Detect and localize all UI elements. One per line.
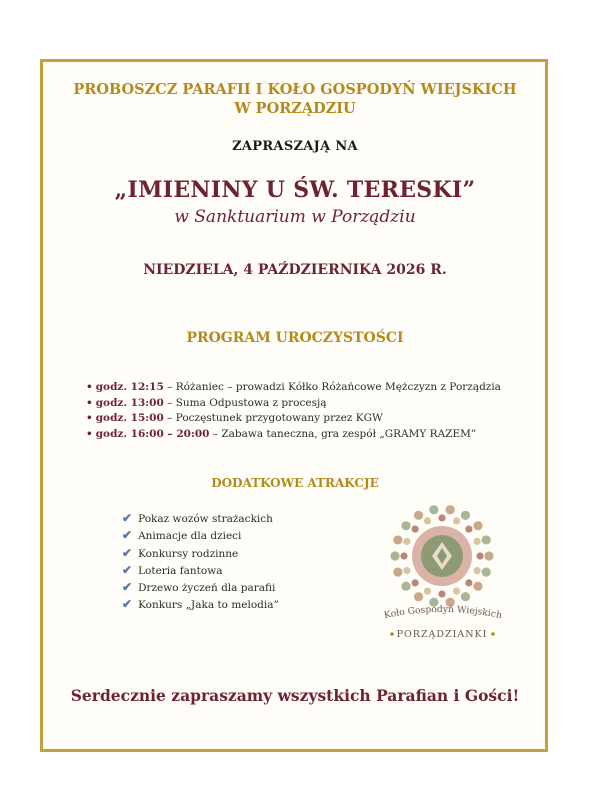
attractions-heading: DODATKOWE ATRAKCJE <box>211 476 379 490</box>
attraction-label: Pokaz wozów strażackich <box>138 513 273 525</box>
bullet-icon: • <box>86 427 93 440</box>
program-item <box>86 427 501 443</box>
logo-mandala-dot <box>438 514 445 521</box>
attraction-item <box>122 579 279 596</box>
logo-mandala-dot <box>414 592 423 601</box>
logo-mandala-dot <box>390 551 399 560</box>
program-item <box>86 411 501 427</box>
attraction-item <box>122 562 279 579</box>
logo-mandala-dot <box>465 526 472 533</box>
logo-mandala-dot <box>446 505 455 514</box>
logo-mandala-dot <box>424 517 431 524</box>
program-time: godz. 16:00 – 20:00 <box>95 427 210 440</box>
kgw-logo <box>380 500 505 650</box>
program-description: – Suma Odpustowa z procesją <box>163 396 327 409</box>
logo-mandala-dot <box>484 551 493 560</box>
event-date: NIEDZIELA, 4 PAŹDZIERNIKA 2026 R. <box>143 262 447 278</box>
attraction-label: Animacje dla dzieci <box>138 530 242 543</box>
attraction-label: Loteria fantowa <box>138 564 223 577</box>
bullet-icon: • <box>86 412 93 424</box>
organizers-line-1: PROBOSZCZ PARAFII I KOŁO GOSPODYŃ WIEJSKICH <box>73 81 517 98</box>
logo-dot-left <box>390 632 394 636</box>
program-description: – Różaniec – prowadzi Kółko Różańcowe Mężczyzn z Porządzia <box>163 381 501 393</box>
attraction-label: Konkursy rodzinne <box>138 547 239 560</box>
logo-mandala-dot <box>414 511 423 520</box>
attraction-label: Drzewo życzeń dla parafii <box>138 582 276 595</box>
program-list <box>86 380 501 442</box>
logo-mandala-dot <box>474 538 481 545</box>
logo-mandala-dot <box>403 538 410 545</box>
event-subtitle: w Sanktuarium w Porządziu <box>174 207 416 227</box>
logo-text-line-1: Koło Gospodyń Wiejskich <box>383 603 503 622</box>
logo-mandala-dot <box>400 552 407 559</box>
logo-mandala-dot <box>453 588 460 595</box>
logo-mandala-dot <box>401 521 410 530</box>
program-time: godz. 15:00 <box>95 412 164 424</box>
checkmark-icon: ✔ <box>122 528 133 543</box>
bullet-icon: • <box>86 381 93 393</box>
program-item <box>86 380 501 396</box>
invite-text: ZAPRASZAJĄ NA <box>232 139 358 154</box>
logo-mandala-dot <box>465 579 472 586</box>
logo-mandala-dot <box>424 588 431 595</box>
checkmark-icon: ✔ <box>122 511 133 525</box>
logo-dot-right <box>491 632 495 636</box>
attraction-item <box>122 596 279 613</box>
logo-mandala-dot <box>438 590 445 597</box>
logo-mandala-dot <box>393 567 402 576</box>
logo-mandala-dot <box>473 582 482 591</box>
closing-invitation: Serdecznie zapraszamy wszystkich Parafian i Gości! <box>70 686 520 705</box>
program-heading: PROGRAM UROCZYSTOŚCI <box>186 330 404 346</box>
logo-mandala-dot <box>476 552 483 559</box>
checkmark-icon: ✔ <box>122 545 133 560</box>
program-description: – Zabawa taneczna, gra zespół „GRAMY RAZEM” <box>209 427 477 440</box>
attraction-item <box>122 527 279 544</box>
program-time: godz. 13:00 <box>95 396 164 409</box>
logo-mandala-dot <box>412 579 419 586</box>
attractions-list <box>122 510 279 614</box>
logo-mandala-dot <box>474 567 481 574</box>
organizers-line-2: W PORZĄDZIU <box>234 100 356 117</box>
logo-mandala-dot <box>393 535 402 544</box>
checkmark-icon: ✔ <box>122 597 133 612</box>
logo-mandala-dot <box>473 521 482 530</box>
organizers-header <box>0 80 590 118</box>
logo-mandala-dot <box>461 511 470 520</box>
attraction-item <box>122 545 279 562</box>
logo-mandala-dot <box>482 567 491 576</box>
checkmark-icon: ✔ <box>122 562 133 577</box>
logo-mandala-dot <box>453 517 460 524</box>
logo-mandala-dot <box>403 567 410 574</box>
bullet-icon: • <box>86 396 93 409</box>
logo-text-line-2: PORZĄDZIANKI <box>396 629 488 640</box>
logo-mandala-dot <box>461 592 470 601</box>
attraction-label: Konkurs „Jaka to melodia” <box>138 599 279 612</box>
logo-mandala-dot <box>401 582 410 591</box>
logo-mandala-dot <box>429 505 438 514</box>
event-title: „IMIENINY U ŚW. TERESKI” <box>114 177 476 203</box>
logo-mandala-dot <box>482 535 491 544</box>
program-time: godz. 12:15 <box>95 381 164 393</box>
checkmark-icon: ✔ <box>122 580 133 595</box>
program-description: – Poczęstunek przygotowany przez KGW <box>163 412 383 424</box>
logo-mandala-dot <box>412 526 419 533</box>
program-item <box>86 396 501 412</box>
attraction-item <box>122 510 279 527</box>
